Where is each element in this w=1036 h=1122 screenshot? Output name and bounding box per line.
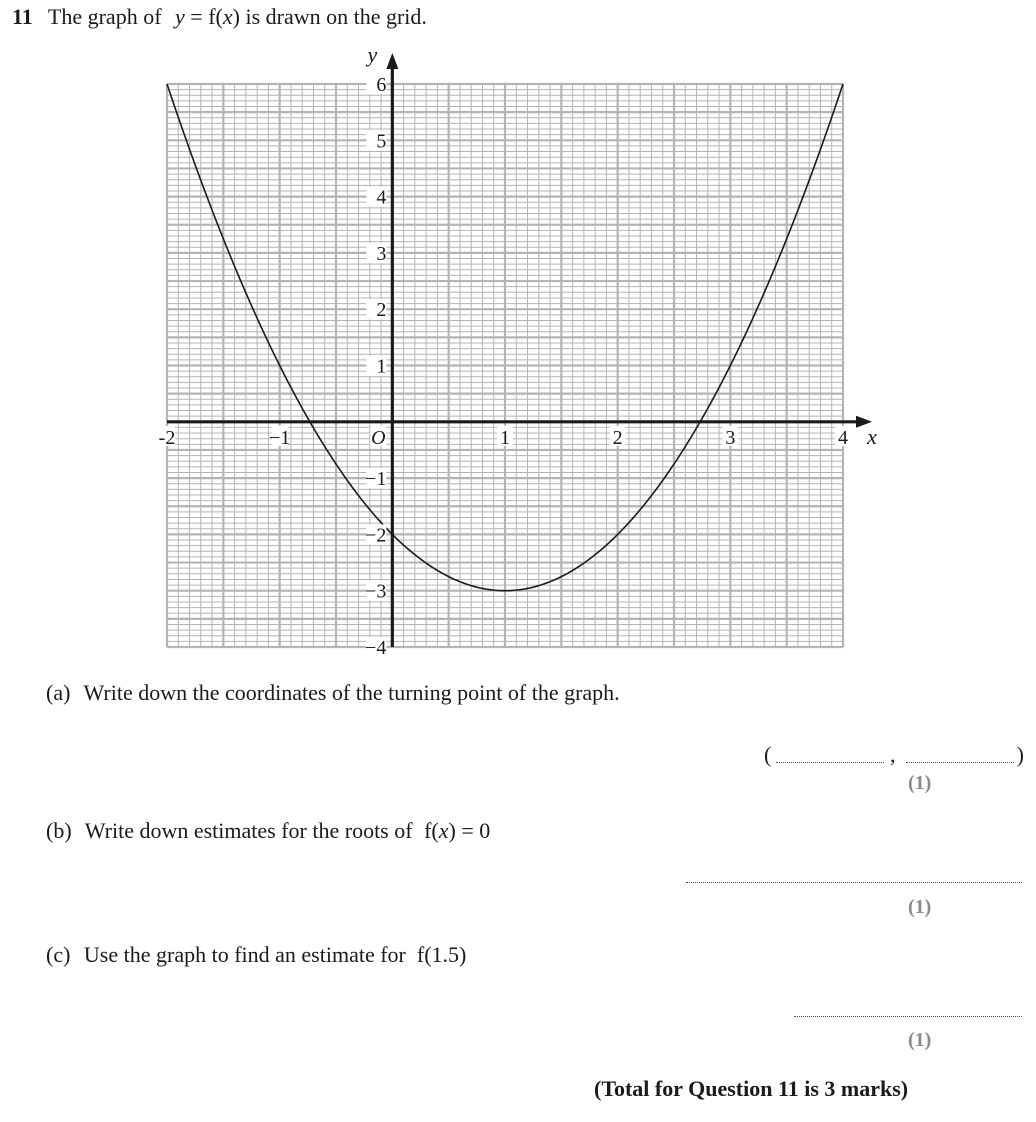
part-b-marks: (1) [908,896,932,918]
grid [167,84,843,647]
part-a-marks: (1) [908,772,932,794]
part-c-question [46,942,466,968]
x-tick-label: −1 [269,426,291,449]
part-a-letter: (a) [46,680,71,705]
x-tick-label: 4 [838,426,848,449]
roots-answer-line[interactable] [686,882,1022,883]
intro-eq: = f( [190,4,223,29]
x-axis-label: x [867,423,877,449]
y-tick-label: 1 [376,355,387,378]
intro-text-post: ) is drawn on the grid. [232,4,427,29]
x-tick-label: 1 [500,426,510,449]
y-axis-label: y [367,42,378,67]
x-coordinate-input-line[interactable] [776,762,884,763]
x-tick-label: O [371,426,386,449]
x-tick-label: -2 [158,426,176,449]
answer-comma: , [890,742,896,767]
part-b-x: x [438,818,449,843]
y-tick-label: 4 [376,186,387,209]
x-tick-label: 2 [612,426,623,449]
y-coordinate-input-line[interactable] [906,762,1014,763]
part-b-f: f( [424,818,439,843]
y-tick-label: 3 [376,242,387,265]
intro-x: x [222,4,233,29]
x-tick-label: 3 [725,426,736,449]
part-a-text: Write down the coordinates of the turning point of the graph. [83,680,620,705]
y-tick-label: 5 [376,130,387,153]
intro-text-pre: The graph of [47,4,162,29]
part-b-text-pre: Write down estimates for the roots of [84,818,413,843]
part-a-question [46,680,620,706]
part-b-text-post: ) = 0 [448,818,491,843]
answer-close-paren: ) [1016,742,1024,767]
y-tick-label: 6 [376,74,387,96]
part-c-letter: (c) [46,942,71,967]
part-b-question [46,818,490,844]
y-tick-label: −4 [365,637,387,659]
y-tick-label: −1 [365,468,387,491]
estimate-answer-line[interactable] [794,1016,1022,1017]
total-marks: (Total for Question 11 is 3 marks) [594,1076,909,1101]
part-b-letter: (b) [46,818,72,843]
answer-open-paren: ( [764,742,772,767]
y-tick-label: −2 [365,524,387,547]
part-c-marks: (1) [908,1029,932,1051]
y-axis-arrow [386,53,398,69]
question-number: 11 [12,4,33,29]
turning-point-answer [764,742,1026,770]
part-c-text: Use the graph to find an estimate for f(1.5) [83,942,467,967]
intro-y: y [175,4,185,29]
y-tick-label: 2 [376,299,387,322]
y-tick-label: −3 [365,580,387,603]
